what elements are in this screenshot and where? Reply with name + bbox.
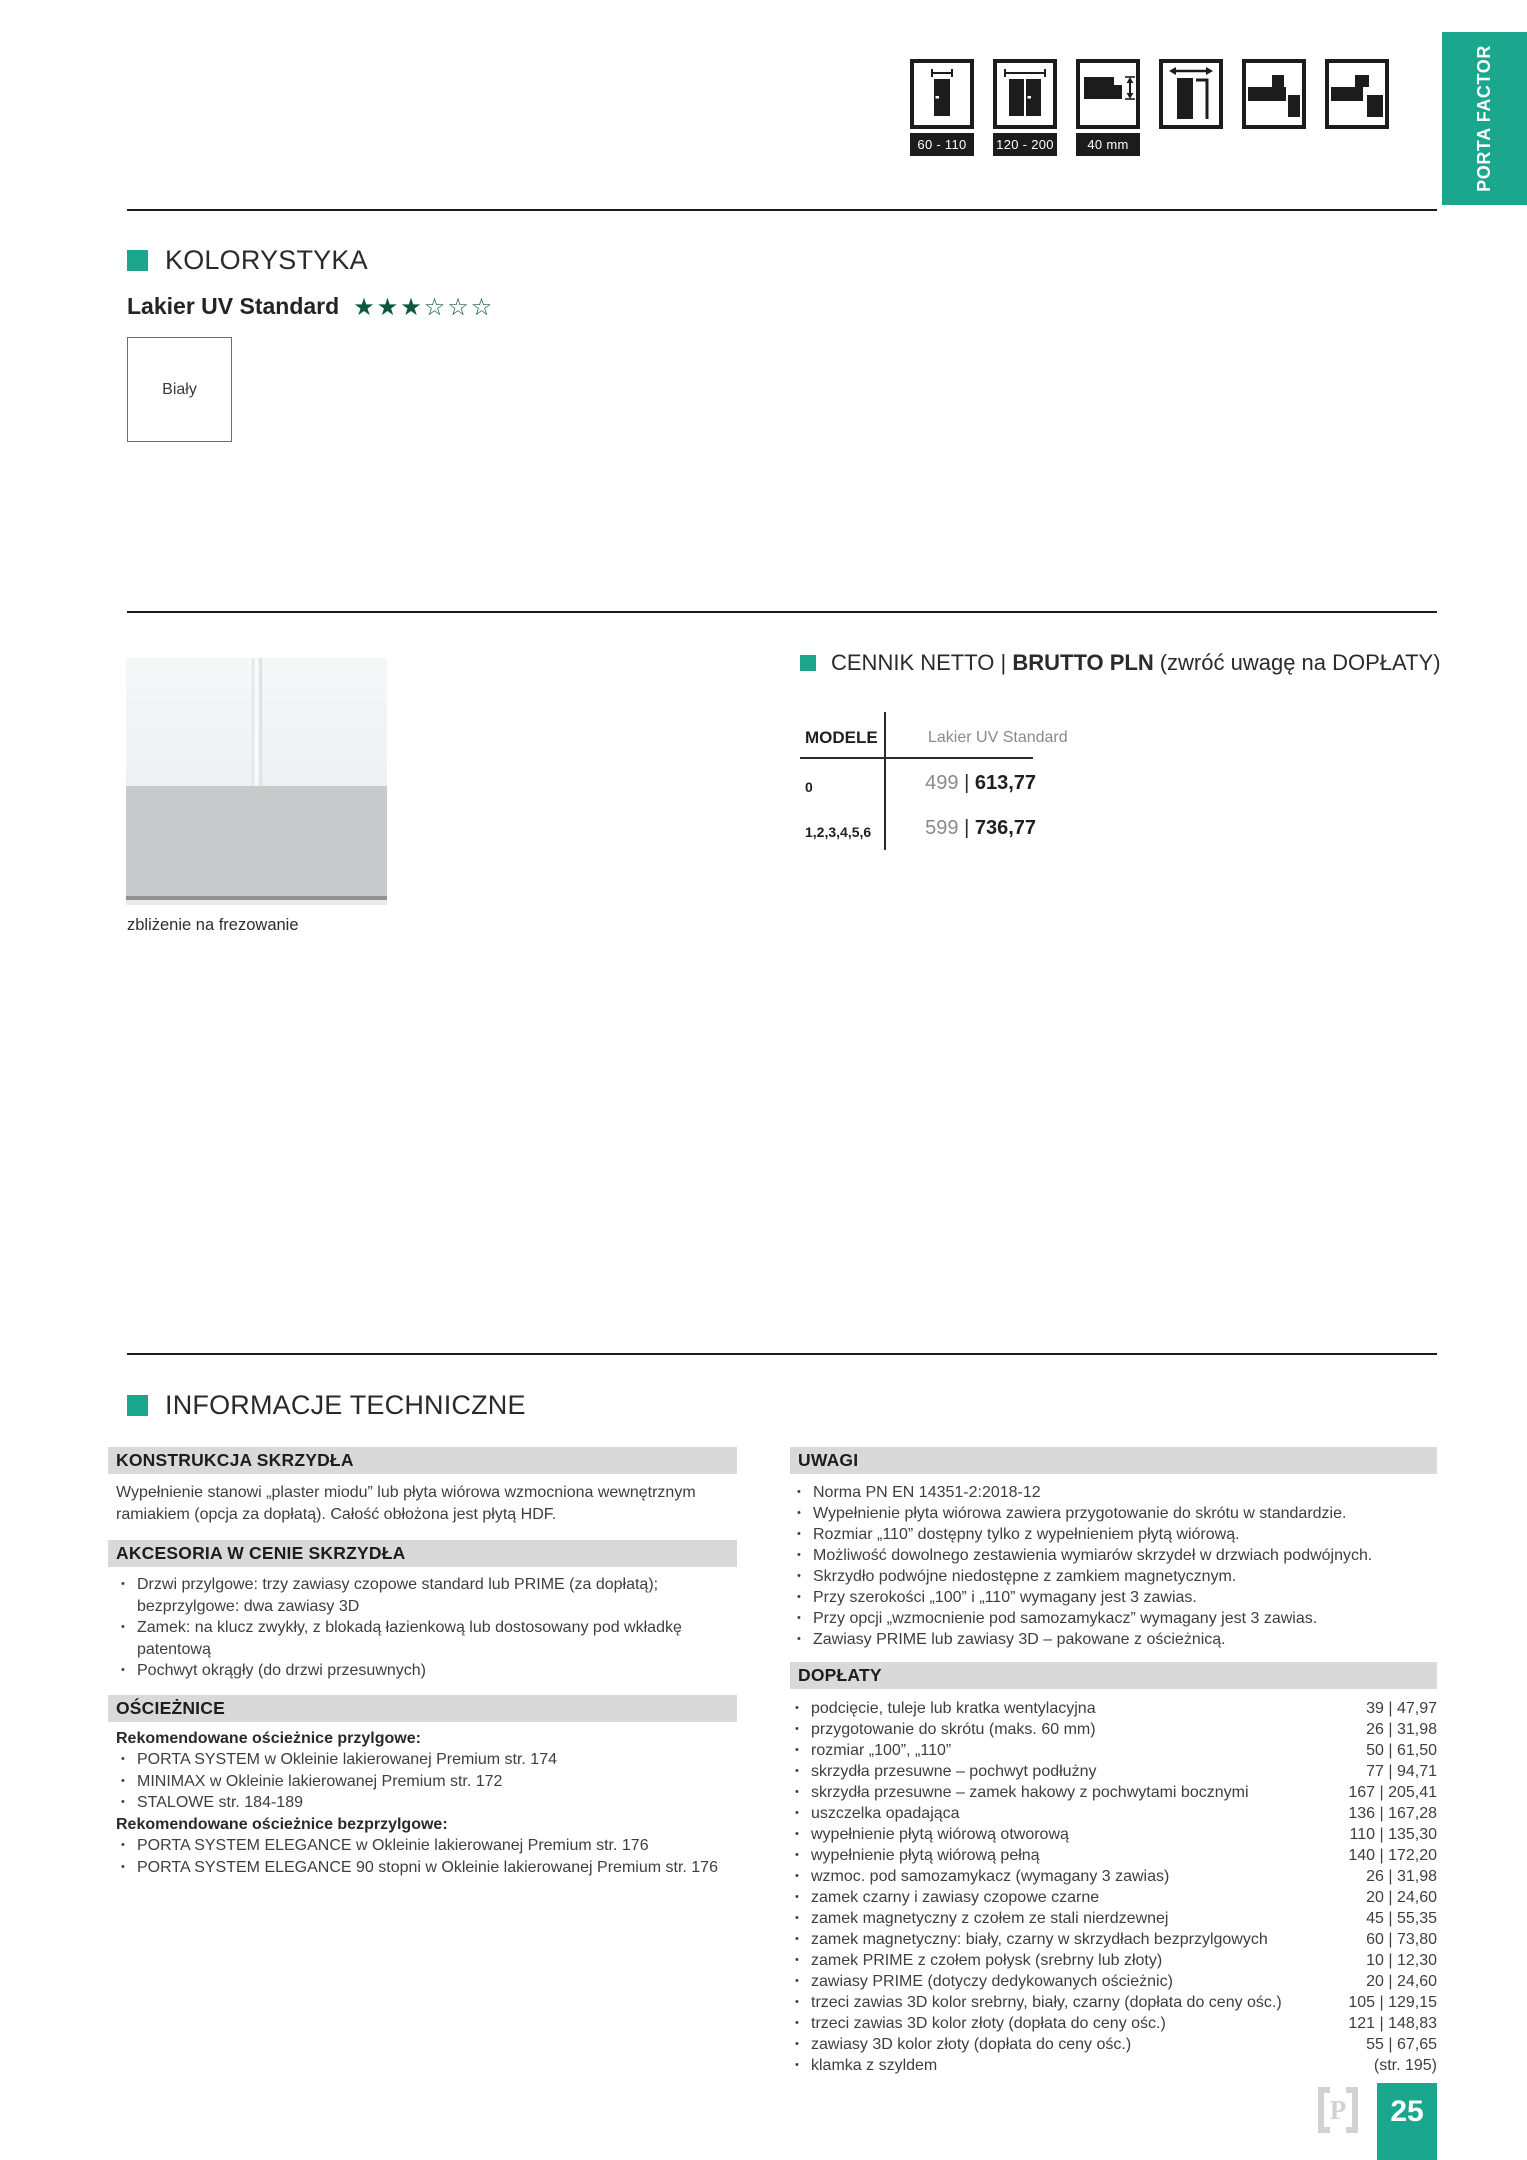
uwagi-header-bar: UWAGI [790, 1447, 1437, 1474]
section-bullet-square [127, 250, 148, 271]
surcharge-row [790, 1740, 1437, 1761]
list-item: • Przy szerokości „100” i „110” wymagany jest 3 zawias. [792, 1587, 1437, 1608]
double-door-width-icon [993, 59, 1057, 129]
surcharge-label: • rozmiar „100”, „110” [790, 1740, 951, 1761]
price-table [800, 712, 1068, 852]
leaf-thickness-label: 40 mm [1076, 133, 1140, 156]
surcharge-price: 77 | 94,71 [1366, 1761, 1437, 1782]
surcharge-price: 136 | 167,28 [1348, 1803, 1437, 1824]
price-table-col-models: MODELE [805, 728, 878, 747]
double-door-range-label: 120 - 200 [993, 133, 1057, 156]
surcharge-row [790, 1866, 1437, 1887]
doplaty-rows [790, 1698, 1437, 2076]
list-item: • Zamek: na klucz zwykły, z blokadą łazienkową lub dostosowany pod wkładkę patentową [116, 1617, 737, 1660]
sliding-door-icon [1159, 59, 1223, 129]
price-row-model: 1,2,3,4,5,6 [805, 824, 872, 840]
rebated-leaf-icon [1242, 59, 1306, 129]
surcharge-label: • trzeci zawias 3D kolor srebrny, biały, czarny (dopłata do ceny ośc.) [790, 1992, 1282, 2013]
list-item: • Rozmiar „110” dostępny tylko z wypełnieniem płytą wiórową. [792, 1524, 1437, 1545]
surcharge-label: • przygotowanie do skrótu (maks. 60 mm) [790, 1719, 1096, 1740]
rating-stars [353, 292, 495, 321]
surcharge-row [790, 2055, 1437, 2076]
technical-left-column [108, 1447, 737, 1878]
oscieznice-group1-list [116, 1749, 737, 1814]
surcharge-price: 167 | 205,41 [1348, 1782, 1437, 1803]
oscieznice-group1-title: Rekomendowane ościeżnice przylgowe: [116, 1729, 421, 1747]
door-milling-photo [126, 658, 387, 905]
surcharge-label: • podcięcie, tuleje lub kratka wentylacyjna [790, 1698, 1096, 1719]
uwagi-list [792, 1482, 1437, 1650]
list-item: • Możliwość dowolnego zestawienia wymiarów skrzydeł w drzwiach podwójnych. [792, 1545, 1437, 1566]
surcharge-label: • skrzydła przesuwne – zamek hakowy z pochwytami bocznymi [790, 1782, 1249, 1803]
cennik-heading [800, 650, 1441, 676]
rating-stars-empty: ☆☆☆ [423, 292, 495, 321]
surcharge-label: • zamek magnetyczny: biały, czarny w skrzydłach bezprzylgowych [790, 1929, 1268, 1950]
surcharge-row [790, 2013, 1437, 2034]
konstrukcja-body: Wypełnienie stanowi „plaster miodu” lub płyta wiórowa wzmocniona wewnętrznym ramiakiem (opcja za dopłatą). Całość obłożona jest płytą HDF. [116, 1484, 696, 1523]
surcharge-row [790, 1908, 1437, 1929]
surcharge-note: (str. 195) [1373, 2057, 1437, 2074]
price-row-model: 0 [805, 779, 813, 795]
svg-text:P: P [1329, 2095, 1347, 2125]
surcharge-row [790, 2034, 1437, 2055]
list-item: • PORTA SYSTEM ELEGANCE w Okleinie lakierowanej Premium str. 176 [116, 1835, 737, 1857]
rating-stars-filled: ★★★ [353, 292, 424, 321]
technical-title: INFORMACJE TECHNICZNE [165, 1390, 526, 1420]
surcharge-label: • uszczelka opadająca [790, 1803, 960, 1824]
surcharge-price: 20 | 24,60 [1366, 1971, 1437, 1992]
surcharge-label: • skrzydła przesuwne – pochwyt podłużny [790, 1761, 1096, 1782]
product-name: Lakier UV Standard [127, 293, 340, 319]
surcharge-label: • trzeci zawias 3D kolor złoty (dopłata do ceny ośc.) [790, 2013, 1166, 2034]
technical-heading [127, 1390, 526, 1421]
kolorystyka-heading [127, 245, 368, 276]
price-table-hline [800, 757, 1033, 759]
single-door-width-icon [910, 59, 974, 129]
surcharge-price: 50 | 61,50 [1366, 1740, 1437, 1761]
surcharge-label: • zawiasy 3D kolor złoty (dopłata do ceny ośc.) [790, 2034, 1131, 2055]
cennik-title-netto: CENNIK NETTO [831, 650, 995, 675]
photo-caption: zbliżenie na frezowanie [127, 916, 299, 934]
door-face [126, 658, 387, 786]
technical-right-column [790, 1447, 1437, 2076]
product-row [127, 293, 494, 320]
pictogram-double-door [993, 59, 1057, 156]
divider-technical [127, 1353, 1437, 1355]
surcharge-label: • zamek magnetyczny z czołem ze stali nierdzewnej [790, 1908, 1168, 1929]
surcharge-row [790, 1929, 1437, 1950]
surcharge-row [790, 1971, 1437, 1992]
surcharge-row [790, 1950, 1437, 1971]
akcesoria-header-bar: AKCESORIA W CENIE SKRZYDŁA [108, 1540, 737, 1567]
surcharge-price: 121 | 148,83 [1348, 2013, 1437, 2034]
surcharge-label: • klamka z szyldem [790, 2055, 937, 2076]
non-rebated-leaf-icon [1325, 59, 1389, 129]
surcharge-label: • zamek czarny i zawiasy czopowe czarne [790, 1887, 1099, 1908]
list-item: • Skrzydło podwójne niedostępne z zamkiem magnetycznym. [792, 1566, 1437, 1587]
pictogram-rebated-leaf [1242, 59, 1306, 156]
list-item: • MINIMAX w Okleinie lakierowanej Premium str. 172 [116, 1771, 737, 1793]
surcharge-price: 20 | 24,60 [1366, 1887, 1437, 1908]
section-bullet-square [127, 1395, 148, 1416]
pictogram-row [910, 59, 1389, 156]
color-swatch-label: Biały [162, 380, 197, 398]
price-brutto: | 613,77 [959, 772, 1036, 794]
akcesoria-list [116, 1574, 737, 1682]
surcharge-price: 26 | 31,98 [1366, 1719, 1437, 1740]
oscieznice-group2-title: Rekomendowane ościeżnice bezprzylgowe: [116, 1815, 448, 1833]
page-number: 25 [1390, 2095, 1424, 2128]
price-netto: 499 [925, 772, 959, 794]
surcharge-price: 26 | 31,98 [1366, 1866, 1437, 1887]
divider-middle [127, 611, 1437, 613]
list-item: • PORTA SYSTEM w Okleinie lakierowanej Premium str. 174 [116, 1749, 737, 1771]
surcharge-row [790, 1824, 1437, 1845]
surcharge-row [790, 1782, 1437, 1803]
surcharge-label: • wypełnienie płytą wiórową otworową [790, 1824, 1069, 1845]
surcharge-row [790, 1698, 1437, 1719]
surcharge-row [790, 1887, 1437, 1908]
price-table-col-finish: Lakier UV Standard [928, 729, 1068, 746]
price-brutto: | 736,77 [959, 817, 1036, 839]
surcharge-row [790, 1761, 1437, 1782]
surcharge-label: • wypełnienie płytą wiórową pełną [790, 1845, 1040, 1866]
single-door-range-label: 60 - 110 [910, 133, 974, 156]
oscieznice-header-bar: OŚCIEŻNICE [108, 1695, 737, 1722]
cennik-title-note: (zwróć uwagę na DOPŁATY) [1159, 650, 1441, 675]
milling-groove [252, 658, 262, 786]
surcharge-row [790, 1992, 1437, 2013]
section-bullet-square [800, 655, 816, 671]
pictogram-non-rebated-leaf [1325, 59, 1389, 156]
price-row-value [803, 772, 1036, 795]
porta-logo-icon [1316, 2085, 1360, 2135]
list-item: • Zawiasy PRIME lub zawiasy 3D – pakowane z ościeżnicą. [792, 1629, 1437, 1650]
list-item: • PORTA SYSTEM ELEGANCE 90 stopni w Okleinie lakierowanej Premium str. 176 [116, 1857, 737, 1879]
surcharge-price: 55 | 67,65 [1366, 2034, 1437, 2055]
series-tab [1442, 32, 1527, 205]
pictogram-single-door [910, 59, 974, 156]
doplaty-header-bar: DOPŁATY [790, 1662, 1437, 1689]
surcharge-label: • wzmoc. pod samozamykacz (wymagany 3 zawias) [790, 1866, 1169, 1887]
cennik-title [831, 650, 1441, 676]
surcharge-price: 140 | 172,20 [1348, 1845, 1437, 1866]
surcharge-price: 39 | 47,97 [1366, 1698, 1437, 1719]
pictogram-thickness [1076, 59, 1140, 156]
list-item: • Norma PN EN 14351-2:2018-12 [792, 1482, 1437, 1503]
cennik-title-brutto: BRUTTO PLN [1012, 650, 1154, 675]
leaf-thickness-icon [1076, 59, 1140, 129]
surcharge-price: 60 | 73,80 [1366, 1929, 1437, 1950]
list-item: • STALOWE str. 184-189 [116, 1792, 737, 1814]
surcharge-row [790, 1845, 1437, 1866]
list-item: • Przy opcji „wzmocnienie pod samozamykacz” wymagany jest 3 zawias. [792, 1608, 1437, 1629]
surcharge-price: 110 | 135,30 [1350, 1824, 1438, 1845]
cennik-title-separator [994, 650, 1012, 675]
page-number-badge [1377, 2083, 1437, 2160]
surcharge-label: • zawiasy PRIME (dotyczy dedykowanych ościeżnic) [790, 1971, 1173, 1992]
surcharge-price: 10 | 12,30 [1366, 1950, 1437, 1971]
door-shadow-band [126, 786, 387, 896]
kolorystyka-title: KOLORYSTYKA [165, 245, 368, 275]
konstrukcja-header-bar: KONSTRUKCJA SKRZYDŁA [108, 1447, 737, 1474]
price-netto: 599 [925, 817, 959, 839]
list-item: • Drzwi przylgowe: trzy zawiasy czopowe standard lub PRIME (za dopłatą); bezprzylgowe: dwa zawiasy 3D [116, 1574, 737, 1617]
surcharge-row [790, 1803, 1437, 1824]
divider-top [127, 209, 1437, 211]
list-item: • Pochwyt okrągły (do drzwi przesuwnych) [116, 1660, 737, 1682]
surcharge-row [790, 1719, 1437, 1740]
pictogram-sliding-door [1159, 59, 1223, 156]
price-row-value [803, 817, 1036, 840]
color-swatch-bialy [127, 337, 232, 442]
oscieznice-group2-list [116, 1835, 737, 1878]
surcharge-price: 45 | 55,35 [1366, 1908, 1437, 1929]
door-floor [126, 900, 387, 905]
list-item: • Wypełnienie płyta wiórowa zawiera przygotowanie do skrótu w standardzie. [792, 1503, 1437, 1524]
surcharge-label: • zamek PRIME z czołem połysk (srebrny lub złoty) [790, 1950, 1162, 1971]
surcharge-price: 105 | 129,15 [1348, 1992, 1437, 2013]
series-tab-label: PORTA FACTOR [1474, 45, 1494, 192]
